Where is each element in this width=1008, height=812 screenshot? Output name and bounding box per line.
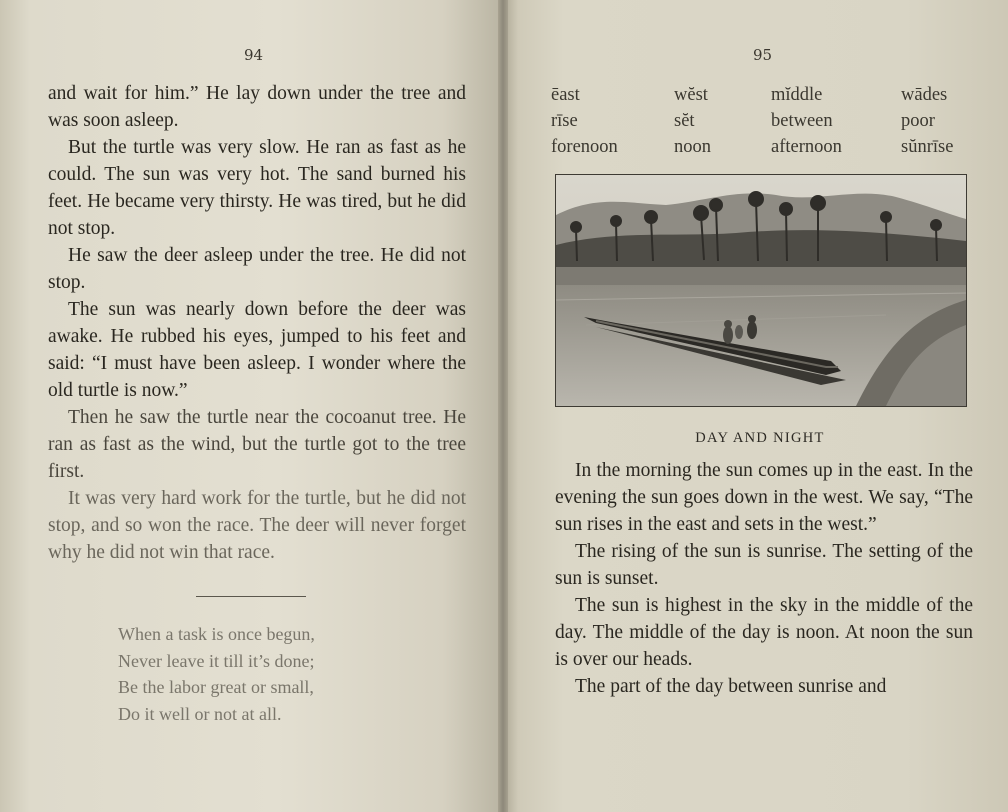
canoe-lagoon-photo [555, 174, 967, 407]
paragraph: He saw the deer asleep under the tree. He did not stop. [48, 245, 466, 293]
book-gutter [498, 0, 508, 812]
poem-line: Never leave it till it’s done; [118, 650, 315, 671]
vocab-word: between [771, 111, 833, 131]
paragraph: The sun was nearly down before the deer was awake. He rubbed his eyes, jumped to his feet and said: “I must have been asleep. I wonder where the old turtle is now.” [48, 299, 466, 401]
poem-line: Do it well or not at all. [118, 703, 282, 724]
vocab-word: forenoon [551, 137, 618, 157]
paragraph: In the morning the sun comes up in the east. In the evening the sun goes down in the west. We say, “The sun rises in the east and sets in the west.” [555, 460, 973, 535]
paragraph: Then he saw the turtle near the cocoanut tree. He ran as fast as the wind, but the turtle got to the tree first. [48, 407, 466, 482]
vocab-word: poor [901, 111, 935, 131]
vocab-word: ēast [551, 85, 580, 105]
vocab-word: wĕst [674, 85, 708, 105]
vocab-word: rīse [551, 111, 578, 131]
section-divider [196, 596, 306, 597]
paragraph: But the turtle was very slow. He ran as fast as he could. The sun was very hot. The sand burned his feet. He became very thirsty. He was tired, but he did not stop. [48, 137, 466, 239]
page-number-left: 94 [244, 46, 264, 64]
paragraph: The part of the day between sunrise and [575, 676, 887, 697]
section-title: DAY AND NIGHT [695, 430, 825, 446]
right-page-text [555, 457, 973, 700]
vocab-word: wādes [901, 85, 948, 105]
vocabulary-list [551, 82, 971, 160]
poem [118, 621, 418, 727]
vocab-word: noon [674, 137, 711, 157]
vocab-word: afternoon [771, 137, 842, 157]
left-page-text [48, 80, 466, 566]
paragraph: The sun is highest in the sky in the middle of the day. The middle of the day is noon. At noon the sun is over our heads. [555, 595, 973, 670]
paragraph: The rising of the sun is sunrise. The setting of the sun is sunset. [555, 541, 973, 589]
poem-line: When a task is once begun, [118, 624, 315, 644]
page-number-right: 95 [753, 46, 773, 64]
vocab-word: mĭddle [771, 85, 823, 105]
paragraph: It was very hard work for the turtle, but he did not stop, and so won the race. The deer will never forget why he did not win that race. [48, 488, 466, 563]
vocab-word: sĕt [674, 111, 695, 131]
vocab-word: sŭnrīse [901, 137, 954, 157]
left-page [0, 0, 503, 812]
paragraph: and wait for him.” He lay down under the tree and was soon asleep. [48, 83, 466, 131]
poem-line: Be the labor great or small, [118, 677, 314, 697]
